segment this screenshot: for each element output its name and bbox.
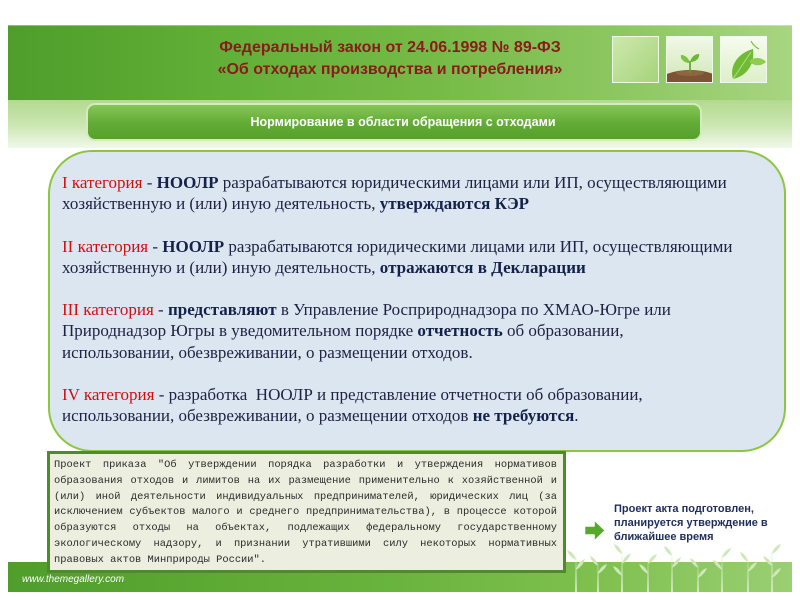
body-text: хозяйственную и (или) иную деятельность, xyxy=(62,257,380,277)
paragraph-line xyxy=(62,193,732,214)
body-text: использовании, обезвреживании, о размещении отходов xyxy=(62,406,473,426)
category-label: II категория xyxy=(62,236,149,256)
section-heading-label: Нормирование в области обращения с отходами xyxy=(250,115,556,129)
category-label: III категория xyxy=(62,300,154,320)
seedling-image xyxy=(666,36,713,83)
paragraph-line xyxy=(62,236,732,257)
section-heading-bar xyxy=(86,103,702,141)
footer-url: www.themegallery.com xyxy=(22,574,125,585)
body-text: разрабатываются юридическими лицами или ИП, осуществляющими xyxy=(218,173,727,192)
draft-order-line: исключением субъектов малого и среднего предпринимательства), в процессе которой xyxy=(54,506,557,519)
body-text: хозяйственную и (или) иную деятельность, xyxy=(62,194,380,214)
draft-order-line: (или) иной деятельности индивидуальных предпринимателей, юридических лиц (за xyxy=(54,490,557,503)
body-text: - xyxy=(153,300,168,320)
status-note-line: планируется утверждение в xyxy=(614,517,768,529)
category-paragraph xyxy=(62,384,732,426)
leaf-image xyxy=(720,36,767,83)
draft-order-line: Проект приказа "Об утверждении порядка разработки и утверждения нормативов xyxy=(54,459,557,471)
title-line-law: Федеральный закон от 24.06.1998 № 89-ФЗ xyxy=(219,39,561,56)
body-text: разрабатываются юридическими лицами или ИП, осуществляющими xyxy=(224,236,733,256)
paragraph-line xyxy=(62,299,732,320)
emphasis-text: представляют xyxy=(167,300,277,320)
paragraph-line xyxy=(62,320,732,341)
emphasis-text: отчетность xyxy=(417,321,503,341)
paragraph-line xyxy=(62,342,732,363)
body-text: в Управление Росприроднадзора по ХМАО-Югре или xyxy=(276,300,671,320)
emphasis-text: утверждаются КЭР xyxy=(379,194,530,214)
paragraph-line xyxy=(62,172,732,193)
body-text: - xyxy=(148,236,163,256)
paragraph-line xyxy=(62,384,732,405)
paragraph-line xyxy=(62,405,732,426)
emphasis-text: не требуются xyxy=(472,406,575,426)
emphasis-text: отражаются в Декларации xyxy=(379,257,586,277)
draft-order-box xyxy=(47,451,566,573)
category-label: I категория xyxy=(62,173,143,192)
emphasis-text: НООЛР xyxy=(162,236,225,256)
category-paragraph xyxy=(62,299,732,363)
categories-list xyxy=(62,172,732,426)
green-tile-image xyxy=(612,36,659,83)
body-text: - xyxy=(142,173,157,192)
draft-order-line: экологическому надзору, и признании утратившими силу некоторых нормативных xyxy=(54,537,557,550)
draft-order-line: правовых актов Минприроды России". xyxy=(54,553,267,566)
body-text: . xyxy=(574,406,579,426)
title-line-law-name: «Об отходах производства и потребления» xyxy=(217,61,563,78)
draft-order-line: образования отходов и лимитов на их размещение применительно к хозяйственной и xyxy=(54,474,557,487)
slide-title xyxy=(190,37,590,81)
body-text: использовании, обезвреживании, о размещении отходов. xyxy=(62,342,473,362)
paragraph-line xyxy=(62,257,732,278)
body-text: Природнадзор Югры в уведомительном порядке xyxy=(62,321,418,341)
category-paragraph xyxy=(62,236,732,278)
status-note-line: ближайшее время xyxy=(614,531,714,543)
status-note-line: Проект акта подготовлен, xyxy=(614,503,754,515)
draft-order-line: образуются отходы на объектах, подлежащих федеральному государственному xyxy=(54,522,557,535)
plant-silhouettes-decoration xyxy=(565,540,793,592)
emphasis-text: НООЛР xyxy=(156,173,219,192)
status-note xyxy=(614,502,768,544)
body-text: - разработка НООЛР и представление отчетности об образовании, xyxy=(154,384,643,404)
category-label: IV категория xyxy=(62,384,155,404)
category-paragraph xyxy=(62,172,732,214)
arrow-right-icon xyxy=(583,518,607,543)
body-text: об образовании, xyxy=(502,321,624,341)
